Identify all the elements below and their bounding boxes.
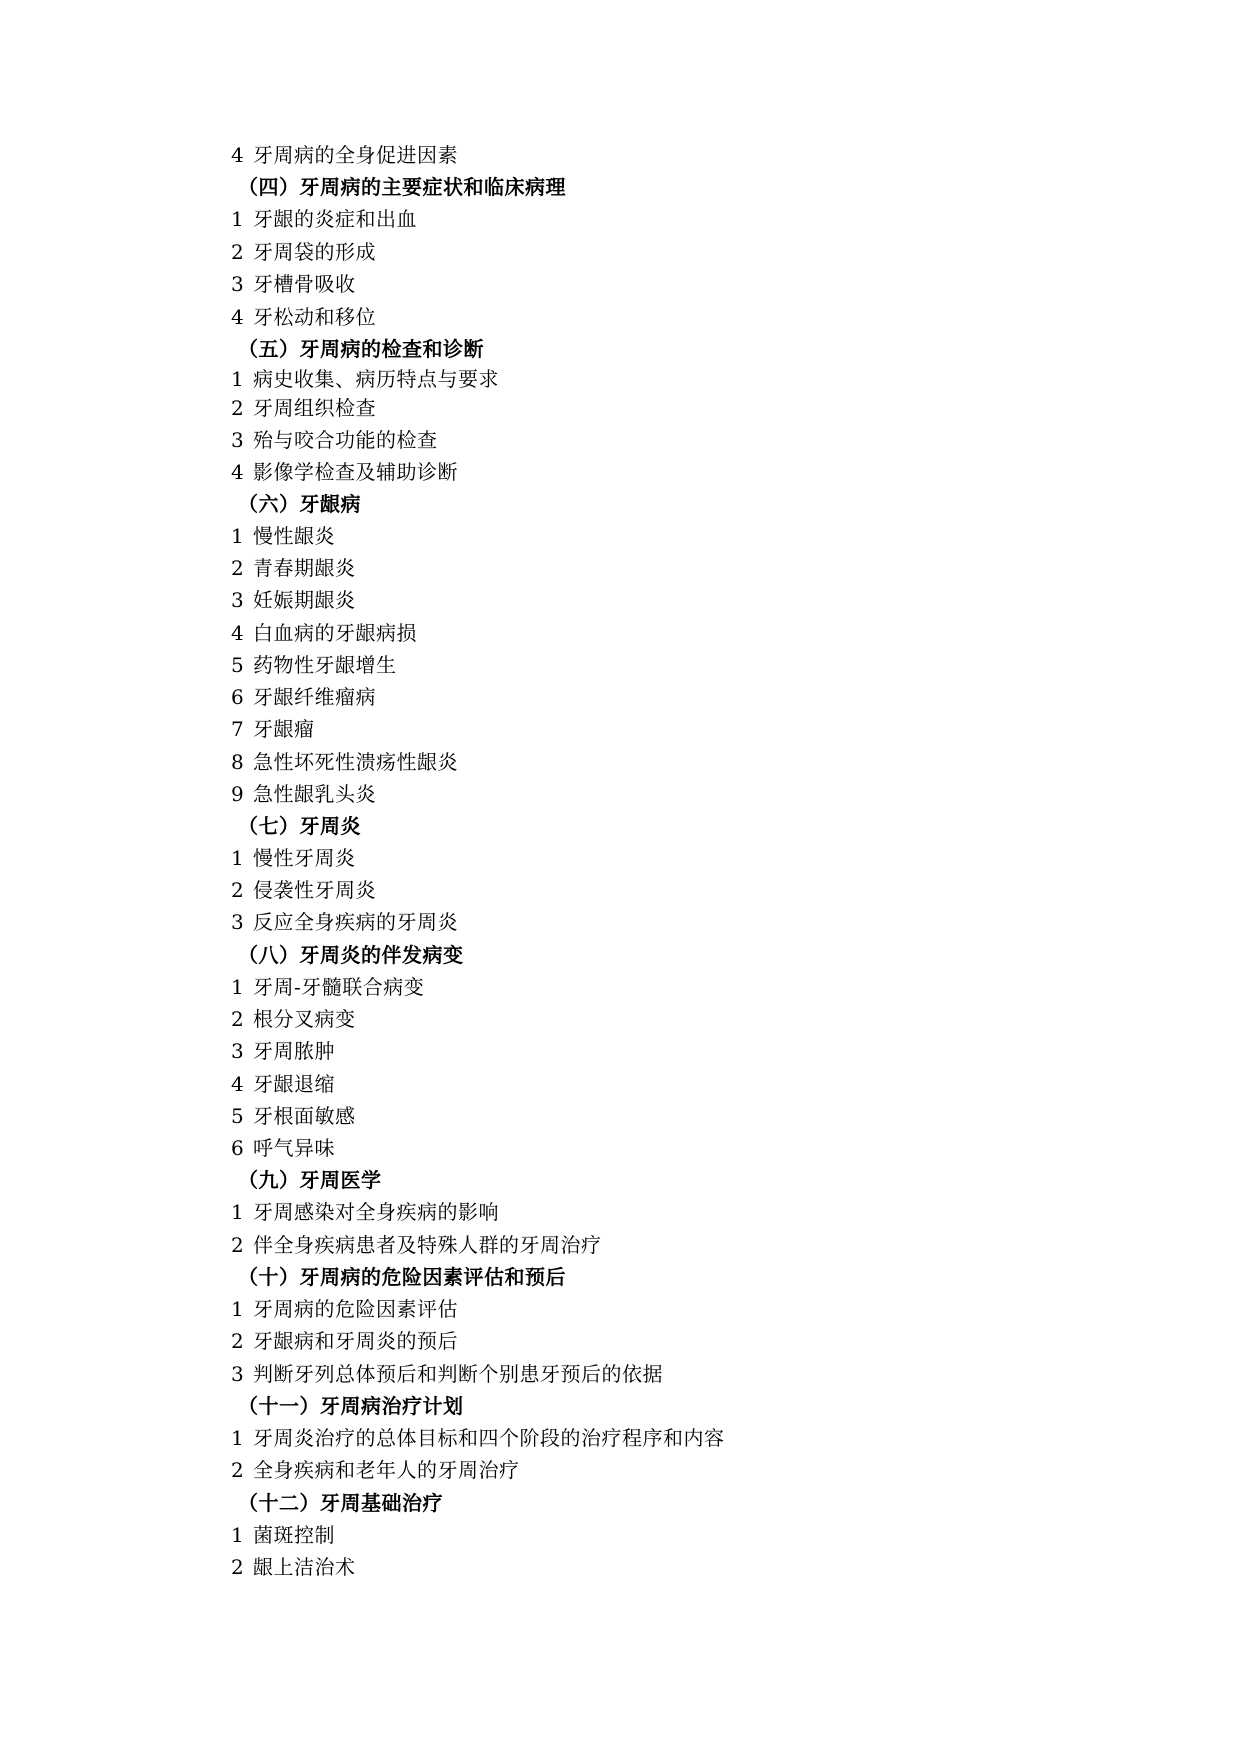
outline-item [231, 460, 458, 484]
section-heading [238, 337, 484, 361]
heading-text: （九）牙周医学 [238, 1168, 382, 1192]
item-number: 2 [231, 396, 245, 420]
item-number: 1 [231, 1523, 245, 1547]
outline-item [231, 685, 376, 709]
item-number: 1 [231, 1297, 245, 1321]
outline-item [231, 272, 356, 296]
heading-text: （四）牙周病的主要症状和临床病理 [238, 175, 566, 199]
item-number: 3 [231, 588, 245, 612]
item-number: 1 [231, 975, 245, 999]
item-text: 根分叉病变 [253, 1007, 356, 1031]
outline-item [231, 910, 458, 934]
outline-item [231, 240, 376, 264]
outline-item [231, 428, 438, 452]
outline-item [231, 1233, 602, 1257]
item-text: 牙龈的炎症和出血 [253, 207, 417, 231]
item-text: 牙龈瘤 [253, 717, 315, 741]
item-number: 2 [231, 1233, 245, 1257]
item-text: 急性坏死性溃疡性龈炎 [253, 750, 458, 774]
item-number: 6 [231, 1136, 245, 1160]
item-number: 8 [231, 750, 245, 774]
section-heading [238, 1265, 566, 1289]
heading-text: （十二）牙周基础治疗 [238, 1491, 443, 1515]
item-text: 牙松动和移位 [253, 305, 376, 329]
outline-item [231, 396, 376, 420]
item-number: 2 [231, 1555, 245, 1579]
outline-item [231, 1136, 335, 1160]
item-number: 1 [231, 1200, 245, 1224]
item-number: 6 [231, 685, 245, 709]
outline-item [231, 556, 356, 580]
outline-item [231, 1297, 458, 1321]
heading-text: （七）牙周炎 [238, 814, 361, 838]
item-text: 牙龈病和牙周炎的预后 [253, 1329, 458, 1353]
item-number: 1 [231, 524, 245, 548]
outline-item [231, 588, 356, 612]
outline-item [231, 653, 397, 677]
heading-text: （六）牙龈病 [238, 492, 361, 516]
item-number: 1 [231, 1426, 245, 1450]
item-number: 1 [231, 846, 245, 870]
item-text: 药物性牙龈增生 [253, 653, 397, 677]
outline-item [231, 1072, 335, 1096]
item-number: 5 [231, 653, 245, 677]
outline-item [231, 846, 356, 870]
item-text: 急性龈乳头炎 [253, 782, 376, 806]
item-number: 3 [231, 910, 245, 934]
item-number: 3 [231, 428, 245, 452]
outline-item [231, 1200, 499, 1224]
section-heading [238, 175, 566, 199]
outline-item [231, 878, 376, 902]
item-text: 牙龈纤维瘤病 [253, 685, 376, 709]
item-number: 4 [231, 1072, 245, 1096]
outline-item [231, 1523, 335, 1547]
item-text: 影像学检查及辅助诊断 [253, 460, 458, 484]
item-number: 3 [231, 272, 245, 296]
outline-item [231, 717, 315, 741]
section-heading [238, 1394, 464, 1418]
item-text: 白血病的牙龈病损 [253, 621, 417, 645]
item-number: 2 [231, 1458, 245, 1482]
item-number: 2 [231, 240, 245, 264]
item-text: 慢性龈炎 [253, 524, 335, 548]
section-heading [238, 943, 464, 967]
item-text: 龈上洁治术 [253, 1555, 356, 1579]
item-text: 全身疾病和老年人的牙周治疗 [253, 1458, 520, 1482]
item-number: 3 [231, 1362, 245, 1386]
section-heading [238, 1491, 443, 1515]
section-heading [238, 814, 361, 838]
outline-item [231, 524, 335, 548]
item-number: 2 [231, 1007, 245, 1031]
item-text: 牙周-牙髓联合病变 [253, 975, 425, 999]
heading-text: （十）牙周病的危险因素评估和预后 [238, 1265, 566, 1289]
item-text: 牙槽骨吸收 [253, 272, 356, 296]
item-number: 4 [231, 305, 245, 329]
section-heading [238, 1168, 382, 1192]
item-text: 侵袭性牙周炎 [253, 878, 376, 902]
item-text: 牙周组织检查 [253, 396, 376, 420]
outline-item [231, 1555, 356, 1579]
outline-item [231, 143, 458, 167]
item-text: 呼气异味 [253, 1136, 335, 1160]
item-number: 2 [231, 878, 245, 902]
item-number: 4 [231, 621, 245, 645]
item-text: 判断牙列总体预后和判断个别患牙预后的依据 [253, 1362, 663, 1386]
outline-item [231, 305, 376, 329]
outline-item [231, 1426, 725, 1450]
outline-item [231, 1039, 335, 1063]
item-number: 9 [231, 782, 245, 806]
outline-item [231, 367, 499, 391]
item-number: 5 [231, 1104, 245, 1128]
heading-text: （八）牙周炎的伴发病变 [238, 943, 464, 967]
item-text: 反应全身疾病的牙周炎 [253, 910, 458, 934]
item-text: 牙周感染对全身疾病的影响 [253, 1200, 499, 1224]
item-text: 牙龈退缩 [253, 1072, 335, 1096]
outline-item [231, 1458, 520, 1482]
item-number: 2 [231, 556, 245, 580]
item-text: 青春期龈炎 [253, 556, 356, 580]
outline-item [231, 975, 424, 999]
outline-item [231, 1007, 356, 1031]
outline-item [231, 621, 417, 645]
heading-text: （十一）牙周病治疗计划 [238, 1394, 464, 1418]
item-number: 4 [231, 460, 245, 484]
outline-item [231, 782, 376, 806]
item-number: 1 [231, 367, 245, 391]
item-text: 妊娠期龈炎 [253, 588, 356, 612]
heading-text: （五）牙周病的检查和诊断 [238, 337, 484, 361]
item-number: 3 [231, 1039, 245, 1063]
outline-item [231, 1362, 663, 1386]
outline-item [231, 750, 458, 774]
item-text: 牙周袋的形成 [253, 240, 376, 264]
item-text: 牙周脓肿 [253, 1039, 335, 1063]
item-text: 殆与咬合功能的检查 [253, 428, 438, 452]
item-text: 伴全身疾病患者及特殊人群的牙周治疗 [253, 1233, 602, 1257]
item-text: 牙周病的全身促进因素 [253, 143, 458, 167]
item-number: 1 [231, 207, 245, 231]
item-number: 7 [231, 717, 245, 741]
item-text: 病史收集、病历特点与要求 [253, 367, 499, 391]
item-text: 牙周炎治疗的总体目标和四个阶段的治疗程序和内容 [253, 1426, 725, 1450]
item-number: 4 [231, 143, 245, 167]
item-text: 牙根面敏感 [253, 1104, 356, 1128]
item-text: 菌斑控制 [253, 1523, 335, 1547]
item-text: 慢性牙周炎 [253, 846, 356, 870]
outline-item [231, 207, 417, 231]
section-heading [238, 492, 361, 516]
outline-item [231, 1329, 458, 1353]
outline-item [231, 1104, 356, 1128]
item-number: 2 [231, 1329, 245, 1353]
item-text: 牙周病的危险因素评估 [253, 1297, 458, 1321]
